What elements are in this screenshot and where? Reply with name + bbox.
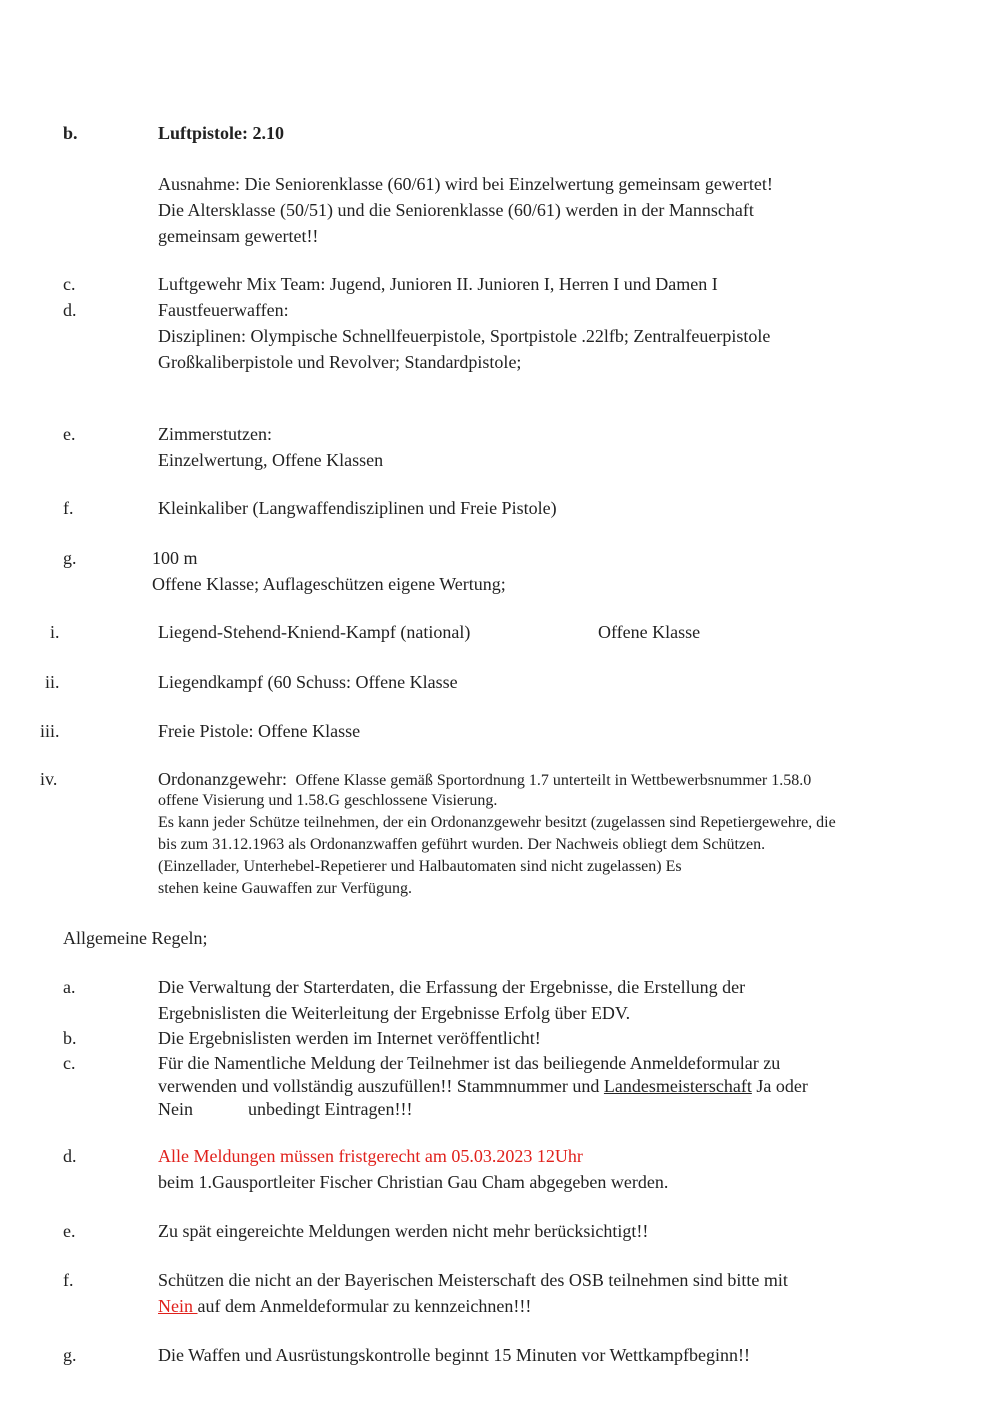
rule-label-a: a. (63, 977, 76, 997)
ordonanzgewehr-heading: Ordonanzgewehr: (158, 769, 287, 789)
luftgewehr-mix-team: Luftgewehr Mix Team: Jugend, Junioren II. Junioren I, Herren I und Damen I (158, 274, 718, 294)
faustfeuerwaffen-line-2: Disziplinen: Olympische Schnellfeuerpistole, Sportpistole .22lfb; Zentralfeuerpistole (158, 326, 771, 346)
ordonanzgewehr-line-1-rest: Offene Klasse gemäß Sportordnung 1.7 unterteilt in Wettbewerbsnummer 1.58.0 (295, 772, 812, 789)
luftpistole-title: Luftpistole: 2.10 (158, 123, 284, 143)
zimmerstutzen-heading: Zimmerstutzen: (158, 424, 272, 444)
rule-f-line-2-rest: auf dem Anmeldeformular zu kennzeichnen!!! (197, 1296, 532, 1316)
lsk-kampf-class: Offene Klasse (598, 622, 701, 642)
item-label-c: c. (63, 274, 76, 294)
rule-f-line-2 (158, 1293, 531, 1319)
rule-c-line-2-a: verwenden und vollständig auszufüllen!! Stammnummer und (158, 1076, 604, 1096)
allgemeine-regeln-heading: Allgemeine Regeln; (63, 928, 208, 948)
luftpistole-line-1: Ausnahme: Die Seniorenklasse (60/61) wird bei Einzelwertung gemeinsam gewertet! (158, 174, 773, 194)
luftpistole-line-2: Die Altersklasse (50/51) und die Seniorenklasse (60/61) werden in der Mannschaft (158, 200, 754, 220)
rule-label-b: b. (63, 1028, 77, 1048)
freie-pistole: Freie Pistole: Offene Klasse (158, 721, 361, 741)
rule-label-d: d. (63, 1146, 77, 1166)
rule-g-text: Die Waffen und Ausrüstungskontrolle beginnt 15 Minuten vor Wettkampfbeginn!! (158, 1345, 751, 1365)
hundert-m-heading: 100 m (152, 548, 198, 568)
rule-a-line-1: Die Verwaltung der Starterdaten, die Erfassung der Ergebnisse, die Erstellung der (158, 977, 746, 997)
item-label-f: f. (63, 498, 74, 518)
faustfeuerwaffen-heading: Faustfeuerwaffen: (158, 300, 289, 320)
nein-red-underlined: Nein (158, 1296, 198, 1316)
ordonanzgewehr-line-4: bis zum 31.12.1963 als Ordonanzwaffen geführt wurden. Der Nachweis obliegt dem Schützen. (158, 836, 766, 853)
landesmeisterschaft-underlined: Landesmeisterschaft (603, 1076, 752, 1096)
ordonanzgewehr-line-6: stehen keine Gauwaffen zur Verfügung. (158, 880, 412, 897)
item-label-ii: ii. (45, 672, 60, 692)
item-label-b: b. (63, 123, 78, 143)
liegendkampf: Liegendkampf (60 Schuss: Offene Klasse (158, 672, 458, 692)
rule-label-e: e. (63, 1221, 76, 1241)
item-label-i: i. (50, 622, 60, 642)
hundert-m-line-2: Offene Klasse; Auflageschützen eigene Wertung; (152, 574, 506, 594)
rule-e-text: Zu spät eingereichte Meldungen werden nicht mehr berücksichtigt!! (158, 1221, 649, 1241)
zimmerstutzen-line-2: Einzelwertung, Offene Klassen (158, 450, 384, 470)
lsk-kampf: Liegend-Stehend-Kniend-Kampf (national) (158, 622, 471, 642)
ordonanzgewehr-line-1 (158, 766, 811, 792)
rule-c-line-3-rest: unbedingt Eintragen!!! (248, 1099, 413, 1119)
faustfeuerwaffen-line-3: Großkaliberpistole und Revolver; Standardpistole; (158, 352, 522, 372)
item-label-e: e. (63, 424, 76, 444)
rule-label-f: f. (63, 1270, 74, 1290)
rule-label-c: c. (63, 1053, 76, 1073)
item-label-iii: iii. (40, 721, 60, 741)
rule-label-g: g. (63, 1345, 77, 1365)
ordonanzgewehr-line-5: (Einzellader, Unterhebel-Repetierer und Halbautomaten sind nicht zugelassen) Es (158, 858, 682, 875)
rule-c-line-3-nein: Nein (158, 1099, 193, 1119)
item-label-g: g. (63, 548, 77, 568)
rule-c-line-1: Für die Namentliche Meldung der Teilnehmer ist das beiliegende Anmeldeformular zu (158, 1053, 781, 1073)
luftpistole-line-3: gemeinsam gewertet!! (158, 226, 319, 246)
item-label-d: d. (63, 300, 77, 320)
rule-d-line-2: beim 1.Gausportleiter Fischer Christian Gau Cham abgegeben werden. (158, 1172, 669, 1192)
rule-a-line-2: Ergebnislisten die Weiterleitung der Ergebnisse Erfolg über EDV. (158, 1003, 631, 1023)
item-label-iv: iv. (40, 769, 58, 789)
rule-b-text: Die Ergebnislisten werden im Internet veröffentlicht! (158, 1028, 541, 1048)
ordonanzgewehr-line-3: Es kann jeder Schütze teilnehmen, der ein Ordonanzgewehr besitzt (zugelassen sind Repetiergewehre, die (158, 814, 836, 831)
rule-f-line-1: Schützen die nicht an der Bayerischen Meisterschaft des OSB teilnehmen sind bitte mit (158, 1270, 788, 1290)
kleinkaliber: Kleinkaliber (Langwaffendisziplinen und Freie Pistole) (158, 498, 557, 518)
deadline-notice: Alle Meldungen müssen fristgerecht am 05.03.2023 12Uhr (158, 1146, 583, 1166)
rule-c-line-2-b: Ja oder (751, 1076, 808, 1096)
ordonanzgewehr-line-2: offene Visierung und 1.58.G geschlossene Visierung. (158, 792, 498, 809)
